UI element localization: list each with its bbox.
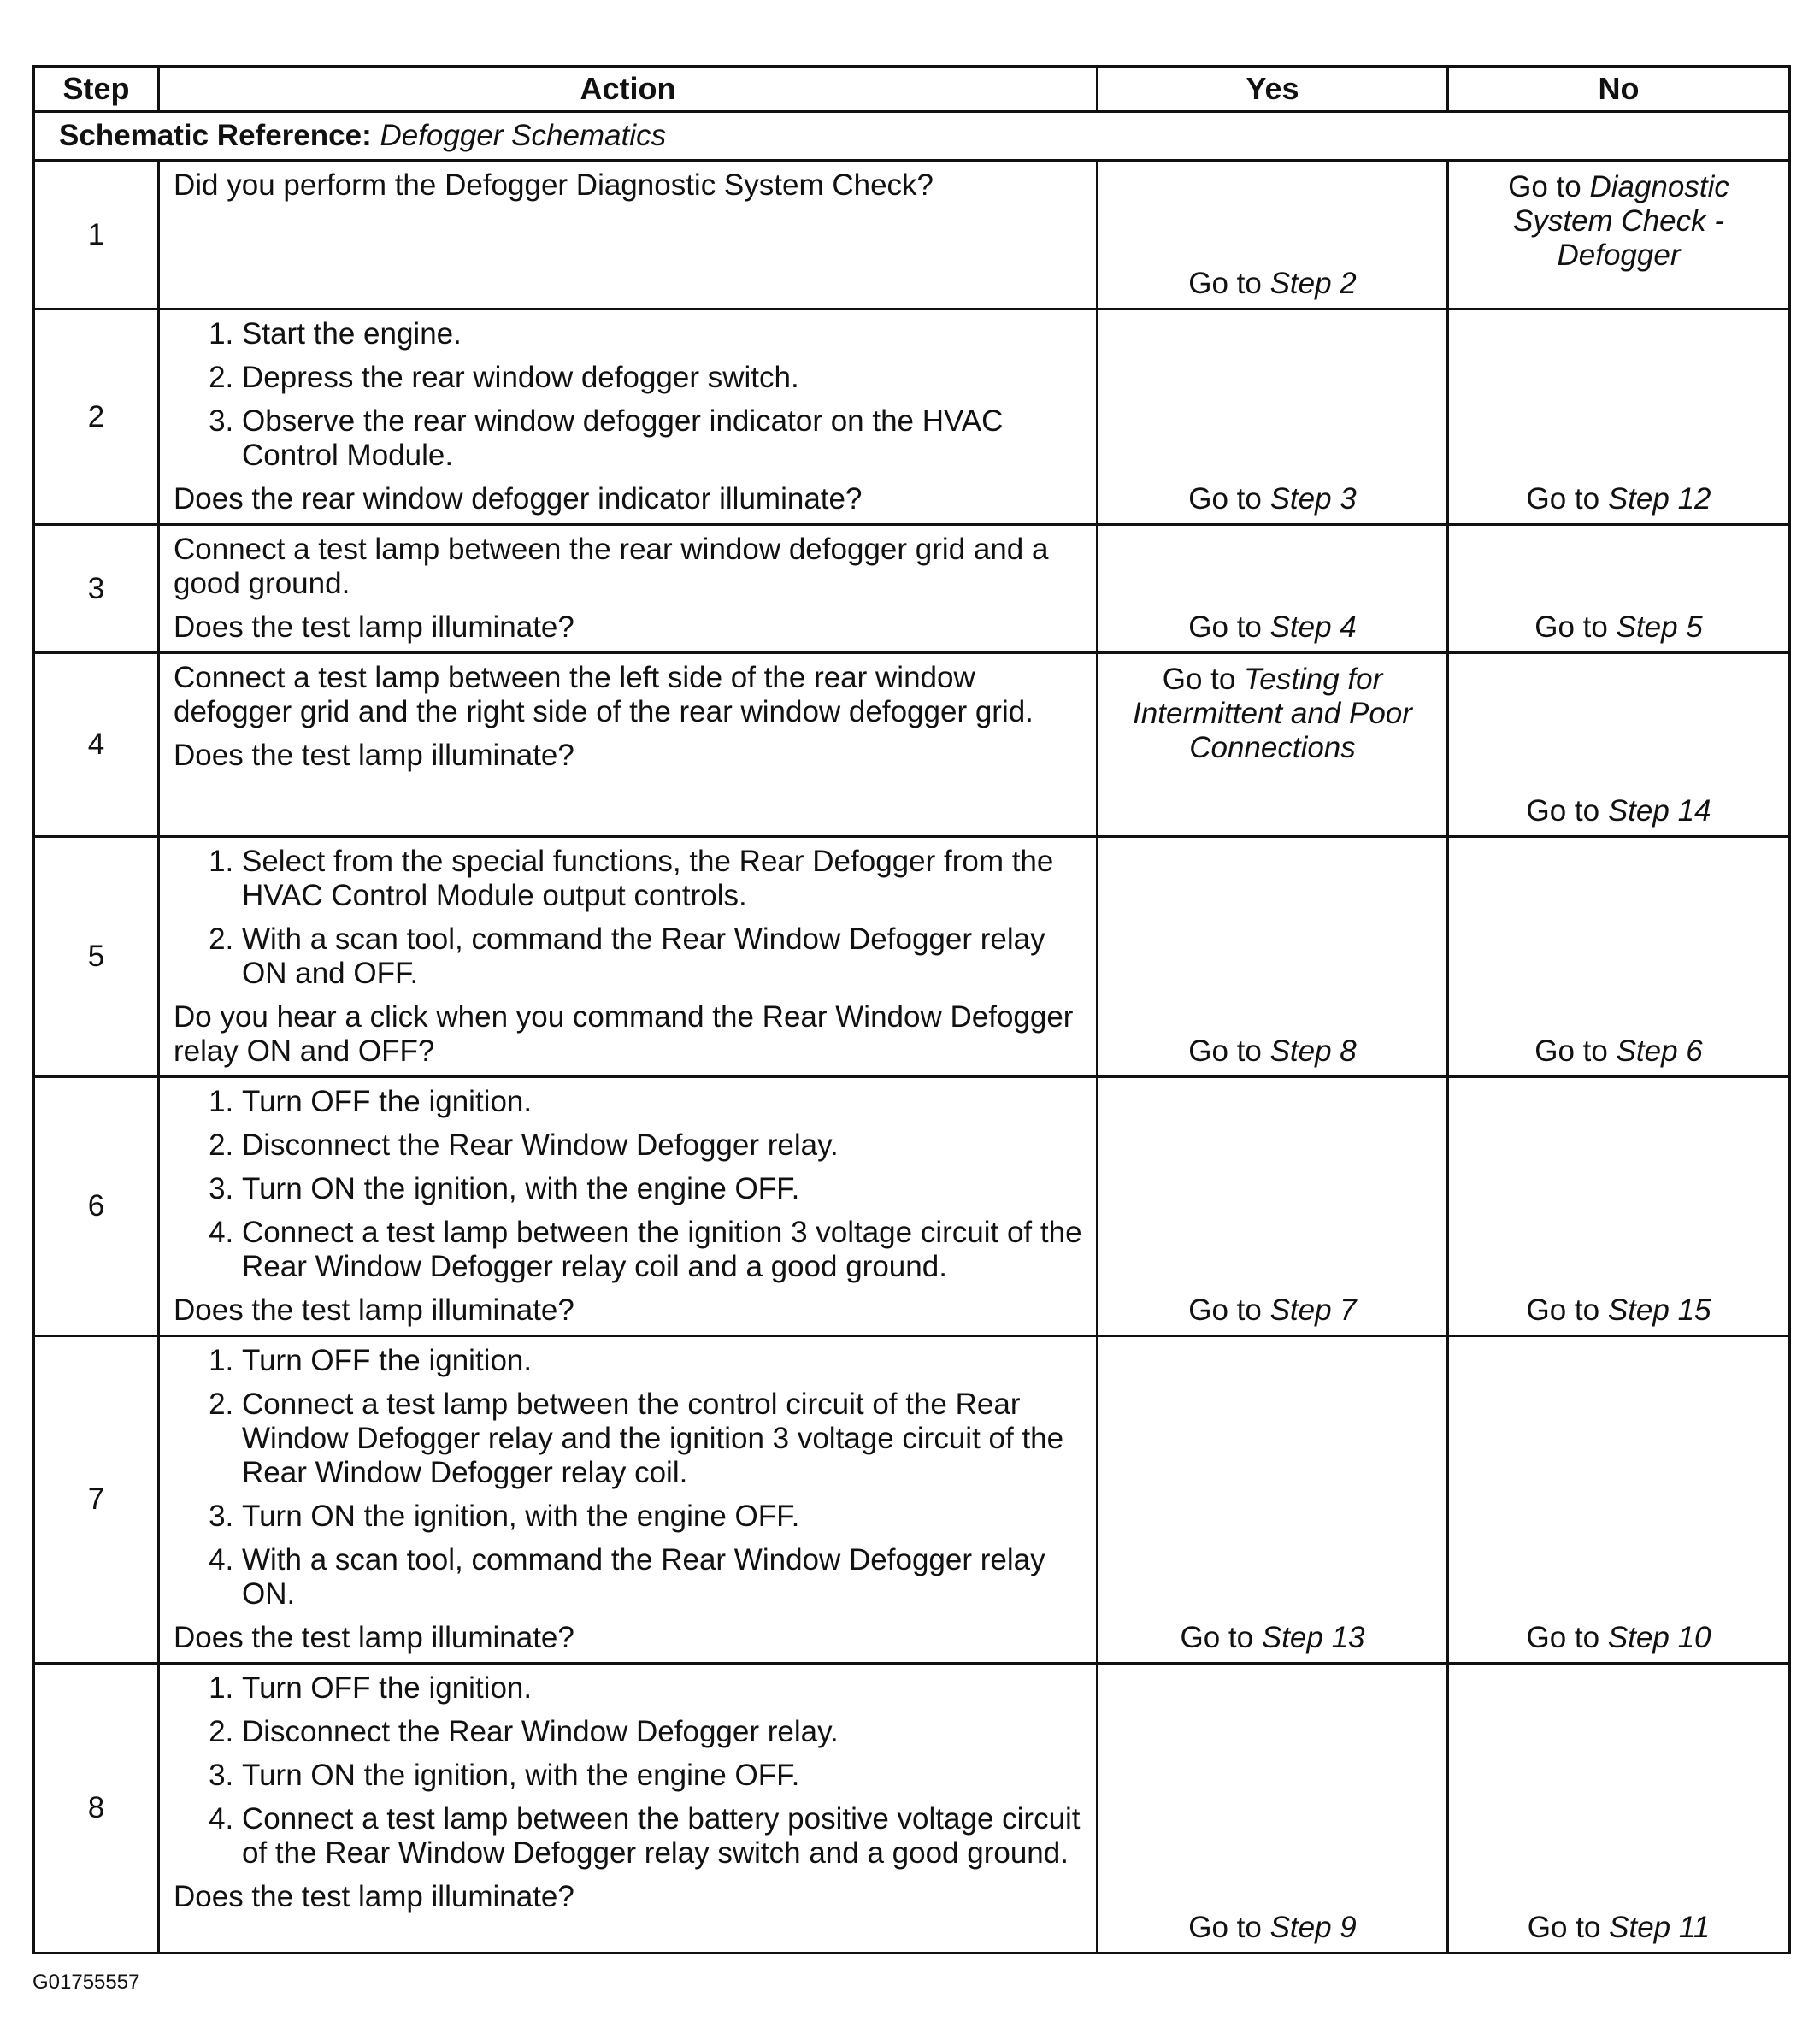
action-cell: [159, 1336, 1098, 1664]
result-no: [1448, 653, 1790, 837]
no-step-link[interactable]: Diagnostic System Check - Defogger: [1513, 170, 1729, 272]
yes-step-link[interactable]: Step 3: [1269, 482, 1357, 516]
no-step-link[interactable]: Step 6: [1616, 1034, 1703, 1068]
step-number: 8: [34, 1664, 159, 1954]
header-row: [34, 67, 1790, 112]
action-question: Does the rear window defogger indicator illuminate?: [174, 482, 863, 516]
go-to-label: Go to: [1534, 1034, 1608, 1068]
go-to-label: Go to: [1188, 1911, 1262, 1944]
action-item: 1. Select from the special functions, the Rear Defogger from the HVAC Control Module output controls.: [242, 845, 1082, 913]
action-list: [174, 845, 1082, 991]
step-row: [34, 309, 1790, 525]
header-action: Action: [159, 67, 1098, 112]
action-item: 2. Disconnect the Rear Window Defogger relay.: [242, 1715, 1082, 1749]
go-to-label: Go to: [1188, 610, 1262, 644]
action-item: 1. Turn OFF the ignition.: [242, 1671, 1082, 1706]
yes-step-link[interactable]: Step 9: [1269, 1911, 1357, 1944]
step-number: 7: [34, 1336, 159, 1664]
go-to-label: Go to: [1526, 794, 1600, 828]
action-cell: [159, 837, 1098, 1077]
action-question: Does the test lamp illuminate?: [174, 610, 574, 644]
go-to-label: Go to: [1534, 610, 1608, 644]
go-to-label: Go to: [1188, 267, 1262, 300]
action-question: Does the test lamp illuminate?: [174, 1621, 574, 1654]
result-no: [1448, 1336, 1790, 1664]
go-to-label: Go to: [1526, 1294, 1600, 1327]
action-cell: [159, 1664, 1098, 1954]
step-row: [34, 653, 1790, 837]
step-number: 5: [34, 837, 159, 1077]
diagnostic-table: [32, 65, 1791, 1954]
schematic-reference: [34, 112, 1790, 161]
action-question: Do you hear a click when you command the Rear Window Defogger relay ON and OFF?: [174, 1000, 1074, 1068]
action-intro: Connect a test lamp between the rear window defogger grid and a good ground.: [174, 533, 1049, 600]
action-question: Does the test lamp illuminate?: [174, 1294, 574, 1327]
result-yes: [1098, 837, 1448, 1077]
yes-step-link[interactable]: Step 13: [1261, 1621, 1365, 1654]
action-list: [174, 1671, 1082, 1871]
result-no: [1448, 525, 1790, 653]
yes-step-link[interactable]: Step 4: [1269, 610, 1357, 644]
no-step-link[interactable]: Step 11: [1609, 1911, 1711, 1944]
action-question: Does the test lamp illuminate?: [174, 739, 574, 772]
header-step: Step: [34, 67, 159, 112]
step-number: 1: [34, 161, 159, 309]
go-to-label: Go to: [1508, 170, 1581, 203]
result-yes: [1098, 309, 1448, 525]
no-step-link[interactable]: Step 14: [1607, 794, 1711, 828]
action-item: 3. Turn ON the ignition, with the engine OFF.: [242, 1759, 1082, 1793]
action-list: [174, 1344, 1082, 1612]
result-no: [1448, 161, 1790, 309]
action-item: 4. Connect a test lamp between the ignition 3 voltage circuit of the Rear Window Defogger relay coil and a good ground.: [242, 1216, 1082, 1284]
action-item: 2. With a scan tool, command the Rear Window Defogger relay ON and OFF.: [242, 922, 1082, 991]
result-yes: [1098, 1336, 1448, 1664]
yes-step-link[interactable]: Step 8: [1269, 1034, 1357, 1068]
action-item: 3. Turn ON the ignition, with the engine OFF.: [242, 1500, 1082, 1534]
schematic-row: [34, 112, 1790, 161]
action-item: 2. Connect a test lamp between the control circuit of the Rear Window Defogger relay and the ignition 3 voltage circuit of the Rear Window Defogger relay coil.: [242, 1388, 1082, 1490]
result-yes: [1098, 161, 1448, 309]
action-cell: [159, 653, 1098, 837]
result-yes: [1098, 653, 1448, 837]
schematic-label: Schematic Reference:: [59, 119, 372, 152]
action-item: 3. Observe the rear window defogger indicator on the HVAC Control Module.: [242, 404, 1082, 473]
step-number: 6: [34, 1077, 159, 1336]
yes-step-link[interactable]: Testing for Intermittent and Poor Connections: [1133, 663, 1412, 764]
result-yes: [1098, 525, 1448, 653]
action-item: 1. Turn OFF the ignition.: [242, 1085, 1082, 1119]
go-to-label: Go to: [1526, 1621, 1600, 1654]
action-item: 1. Start the engine.: [242, 317, 1082, 351]
action-cell: [159, 1077, 1098, 1336]
no-step-link[interactable]: Step 12: [1607, 482, 1711, 516]
action-cell: [159, 161, 1098, 309]
action-item: 3. Turn ON the ignition, with the engine OFF.: [242, 1172, 1082, 1206]
action-intro: Connect a test lamp between the left side of the rear window defogger grid and the right side of the rear window defogger grid.: [174, 661, 1034, 728]
result-no: [1448, 1077, 1790, 1336]
step-number: 2: [34, 309, 159, 525]
action-item: 2. Disconnect the Rear Window Defogger relay.: [242, 1129, 1082, 1163]
action-question: Did you perform the Defogger Diagnostic System Check?: [174, 168, 934, 202]
step-row: [34, 161, 1790, 309]
step-row: [34, 837, 1790, 1077]
step-number: 4: [34, 653, 159, 837]
go-to-label: Go to: [1188, 482, 1262, 516]
yes-step-link[interactable]: Step 2: [1269, 267, 1357, 300]
schematic-link[interactable]: Defogger Schematics: [380, 119, 667, 152]
go-to-label: Go to: [1188, 1294, 1262, 1327]
go-to-label: Go to: [1527, 1911, 1601, 1944]
go-to-label: Go to: [1162, 663, 1236, 696]
result-no: [1448, 309, 1790, 525]
header-no: No: [1448, 67, 1790, 112]
result-no: [1448, 837, 1790, 1077]
yes-step-link[interactable]: Step 7: [1269, 1294, 1357, 1327]
action-item: 4. Connect a test lamp between the battery positive voltage circuit of the Rear Window Defogger relay switch and a good ground.: [242, 1802, 1082, 1871]
result-yes: [1098, 1664, 1448, 1954]
action-cell: [159, 525, 1098, 653]
step-row: [34, 525, 1790, 653]
no-step-link[interactable]: Step 10: [1607, 1621, 1711, 1654]
action-item: 1. Turn OFF the ignition.: [242, 1344, 1082, 1378]
result-no: [1448, 1664, 1790, 1954]
step-number: 3: [34, 525, 159, 653]
action-question: Does the test lamp illuminate?: [174, 1880, 574, 1913]
no-step-link[interactable]: Step 5: [1616, 610, 1703, 644]
action-list: [174, 1085, 1082, 1284]
go-to-label: Go to: [1180, 1621, 1254, 1654]
result-yes: [1098, 1077, 1448, 1336]
action-item: 4. With a scan tool, command the Rear Window Defogger relay ON.: [242, 1543, 1082, 1612]
header-yes: Yes: [1098, 67, 1448, 112]
step-row: [34, 1336, 1790, 1664]
step-row: [34, 1077, 1790, 1336]
step-row: [34, 1664, 1790, 1954]
no-step-link[interactable]: Step 15: [1607, 1294, 1711, 1327]
go-to-label: Go to: [1188, 1034, 1262, 1068]
action-cell: [159, 309, 1098, 525]
action-list: [174, 317, 1082, 473]
go-to-label: Go to: [1526, 482, 1600, 516]
figure-id: G01755557: [32, 1971, 140, 1994]
action-item: 2. Depress the rear window defogger switch.: [242, 361, 1082, 395]
